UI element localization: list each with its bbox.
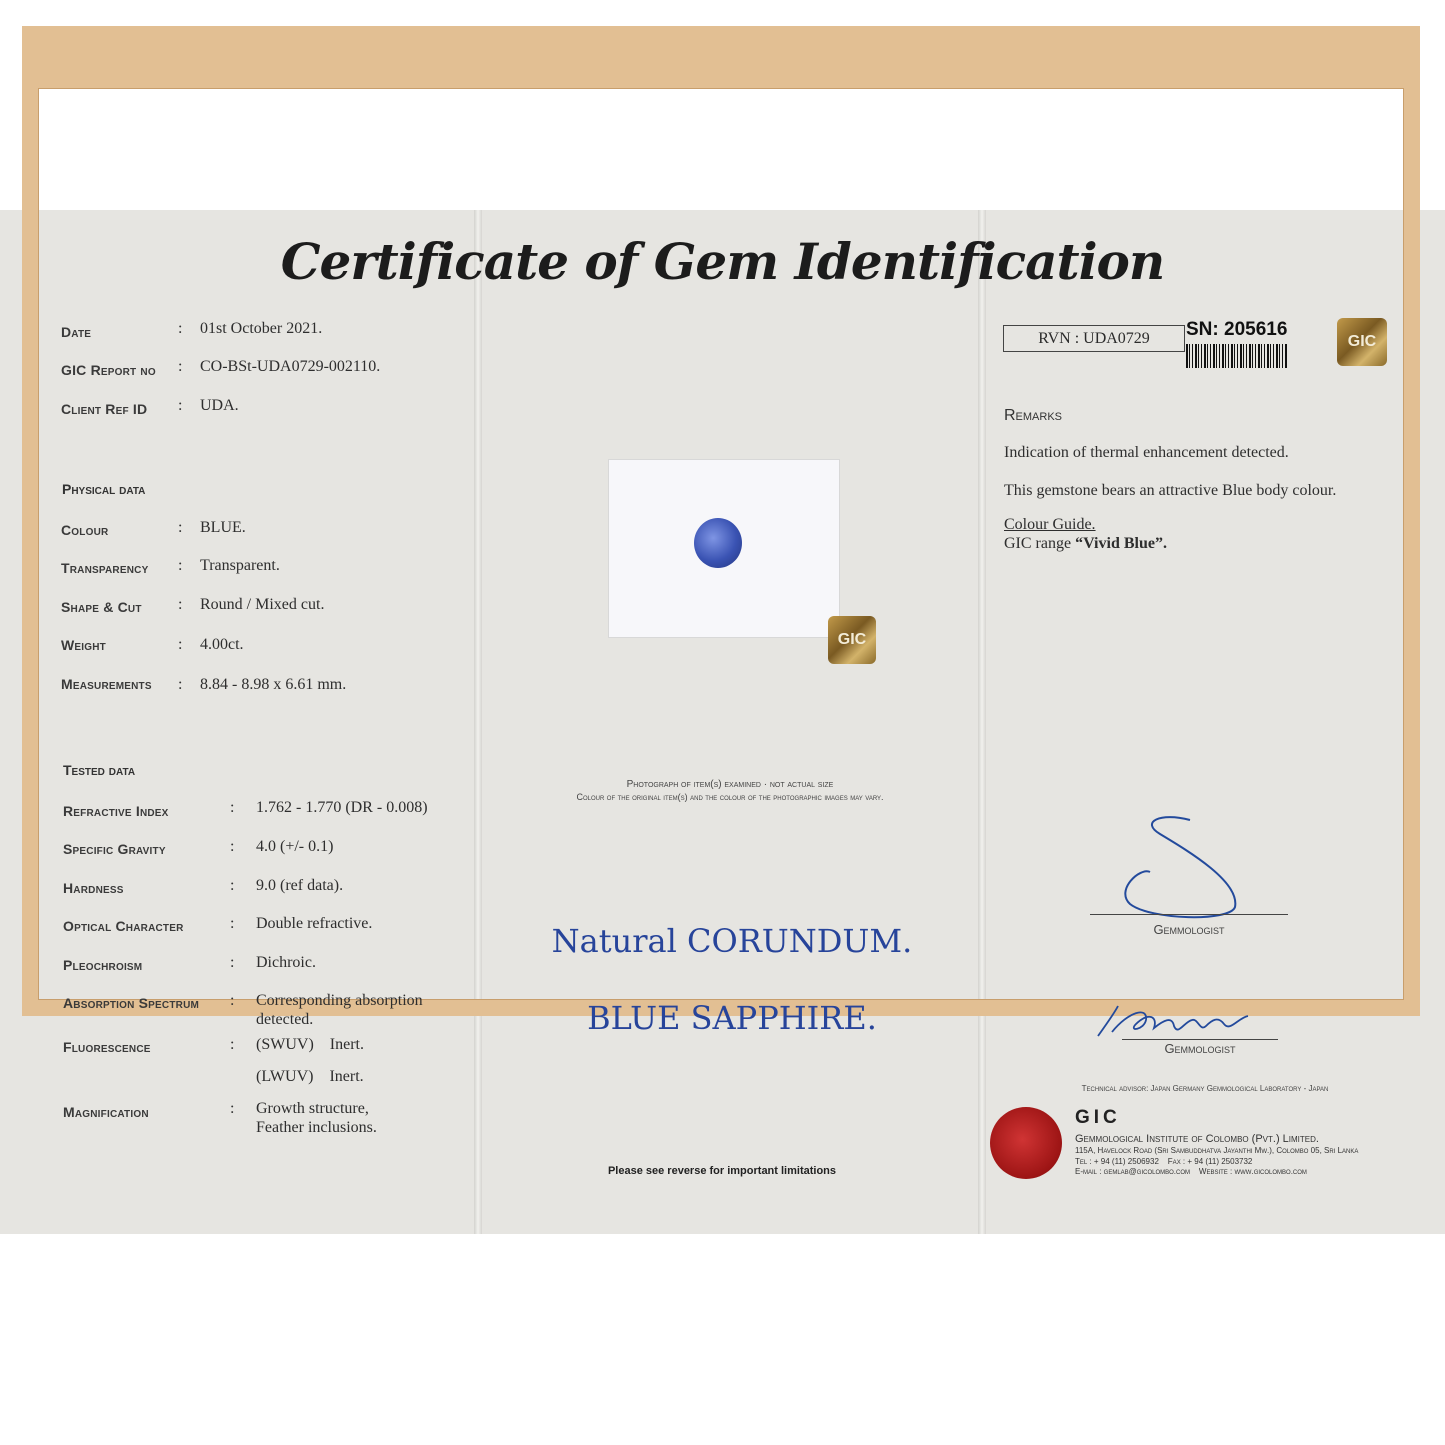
absorption-spectrum-label: Absorption Spectrum xyxy=(63,995,200,1011)
gemmologist-label-1: Gemmologist xyxy=(1153,922,1225,937)
measurements-label: Measurements xyxy=(61,676,152,692)
rvn-box: RVN : UDA0729 xyxy=(1003,325,1185,352)
sapphire-gem-image xyxy=(694,518,742,568)
colon: : xyxy=(230,1100,235,1117)
photo-note-2: Colour of the original item(s) and the colour of the photographic images may vary. xyxy=(576,792,884,802)
colon: : xyxy=(230,877,235,894)
pleochroism-value: Dichroic. xyxy=(256,954,316,971)
barcode-icon xyxy=(1186,344,1288,368)
fluorescence-lwuv-value: (LWUV) Inert. xyxy=(256,1068,364,1085)
shape-cut-label: Shape & Cut xyxy=(61,599,142,615)
refractive-index-value: 1.762 - 1.770 (DR - 0.008) xyxy=(256,799,428,816)
colon: : xyxy=(230,1036,235,1053)
wax-seal-icon xyxy=(990,1107,1062,1179)
gic-range-prefix: GIC range xyxy=(1004,535,1076,552)
species-heading: Natural CORUNDUM. xyxy=(551,922,913,960)
date-value: 01st October 2021. xyxy=(200,320,323,337)
colon: : xyxy=(178,519,183,536)
shape-cut-value: Round / Mixed cut. xyxy=(200,596,325,613)
colour-guide-label: Colour Guide. xyxy=(1004,516,1096,533)
optical-character-label: Optical Character xyxy=(63,918,184,934)
absorption-spectrum-value-2: detected. xyxy=(256,1011,314,1028)
certificate-title: Certificate of Gem Identification xyxy=(280,232,1165,291)
magnification-value: Growth structure, xyxy=(256,1100,369,1117)
fluorescence-label: Fluorescence xyxy=(63,1039,151,1055)
colon: : xyxy=(178,596,183,613)
org-email-web: E-mail : gemlab@gicolombo.com Website : www.gicolombo.com xyxy=(1075,1167,1307,1176)
remark-1: Indication of thermal enhancement detected. xyxy=(1004,444,1289,461)
absorption-spectrum-value: Corresponding absorption xyxy=(256,992,423,1009)
org-address: 115A, Havelock Road (Sri Sambuddhatva Jayanthi Mw.), Colombo 05, Sri Lanka xyxy=(1075,1146,1359,1155)
org-name: Gemmological Institute of Colombo (Pvt.) Limited. xyxy=(1075,1133,1319,1145)
colon: : xyxy=(178,557,183,574)
hardness-value: 9.0 (ref data). xyxy=(256,877,344,894)
weight-value: 4.00ct. xyxy=(200,636,244,653)
client-ref-value: UDA. xyxy=(200,397,239,414)
transparency-value: Transparent. xyxy=(200,557,280,574)
gic-hologram-icon: GIC xyxy=(828,616,876,664)
pleochroism-label: Pleochroism xyxy=(63,957,143,973)
date-label: Date xyxy=(61,324,92,340)
client-ref-label: Client Ref ID xyxy=(61,401,148,417)
remarks-heading: Remarks xyxy=(1004,407,1063,424)
refractive-index-label: Refractive Index xyxy=(63,803,169,819)
physical-data-heading: Physical data xyxy=(62,481,146,497)
technical-advisor: Technical advisor: Japan Germany Gemmological Laboratory - Japan xyxy=(1081,1084,1329,1093)
tested-data-heading: Tested data xyxy=(63,762,136,778)
optical-character-value: Double refractive. xyxy=(256,915,373,932)
gemmologist-signature-1 xyxy=(1120,812,1250,922)
gic-logo-text: GIC xyxy=(1075,1107,1121,1128)
weight-label: Weight xyxy=(61,637,106,653)
transparency-label: Transparency xyxy=(61,560,149,576)
colon: : xyxy=(230,838,235,855)
colon: : xyxy=(230,954,235,971)
colon: : xyxy=(230,992,235,1009)
gemmologist-signature-2 xyxy=(1088,1002,1288,1042)
specific-gravity-value: 4.0 (+/- 0.1) xyxy=(256,838,334,855)
measurements-value: 8.84 - 8.98 x 6.61 mm. xyxy=(200,676,347,693)
gic-range-value: “Vivid Blue”. xyxy=(1075,535,1167,552)
report-no-label: GIC Report no xyxy=(61,362,156,378)
signature-line-2 xyxy=(1122,1039,1278,1040)
gic-range xyxy=(1004,535,1167,553)
colon: : xyxy=(178,636,183,653)
colour-label: Colour xyxy=(61,522,109,538)
colon: : xyxy=(230,915,235,932)
gic-hologram-icon: GIC xyxy=(1337,318,1387,366)
colon: : xyxy=(178,397,183,414)
magnification-value-2: Feather inclusions. xyxy=(256,1119,377,1136)
signature-line-1 xyxy=(1090,914,1288,915)
colon: : xyxy=(230,799,235,816)
fluorescence-swuv-value: (SWUV) Inert. xyxy=(256,1036,364,1053)
variety-heading: BLUE SAPPHIRE. xyxy=(587,999,877,1037)
serial-number: SN: 205616 xyxy=(1186,319,1288,340)
colon: : xyxy=(178,320,183,337)
gemmologist-label-2: Gemmologist xyxy=(1164,1041,1236,1056)
remark-2: This gemstone bears an attractive Blue body colour. xyxy=(1004,482,1337,499)
limitations-note: Please see reverse for important limitations xyxy=(607,1165,837,1177)
magnification-label: Magnification xyxy=(63,1104,149,1120)
hardness-label: Hardness xyxy=(63,880,124,896)
specific-gravity-label: Specific Gravity xyxy=(63,841,166,857)
report-no-value: CO-BSt-UDA0729-002110. xyxy=(200,358,381,375)
colour-value: BLUE. xyxy=(200,519,246,536)
colon: : xyxy=(178,676,183,693)
org-tel-fax: Tel : + 94 (11) 2506932 Fax : + 94 (11) 2503732 xyxy=(1075,1157,1253,1166)
photo-note-1: Photograph of item(s) examined · not actual size xyxy=(626,779,834,790)
colon: : xyxy=(178,358,183,375)
